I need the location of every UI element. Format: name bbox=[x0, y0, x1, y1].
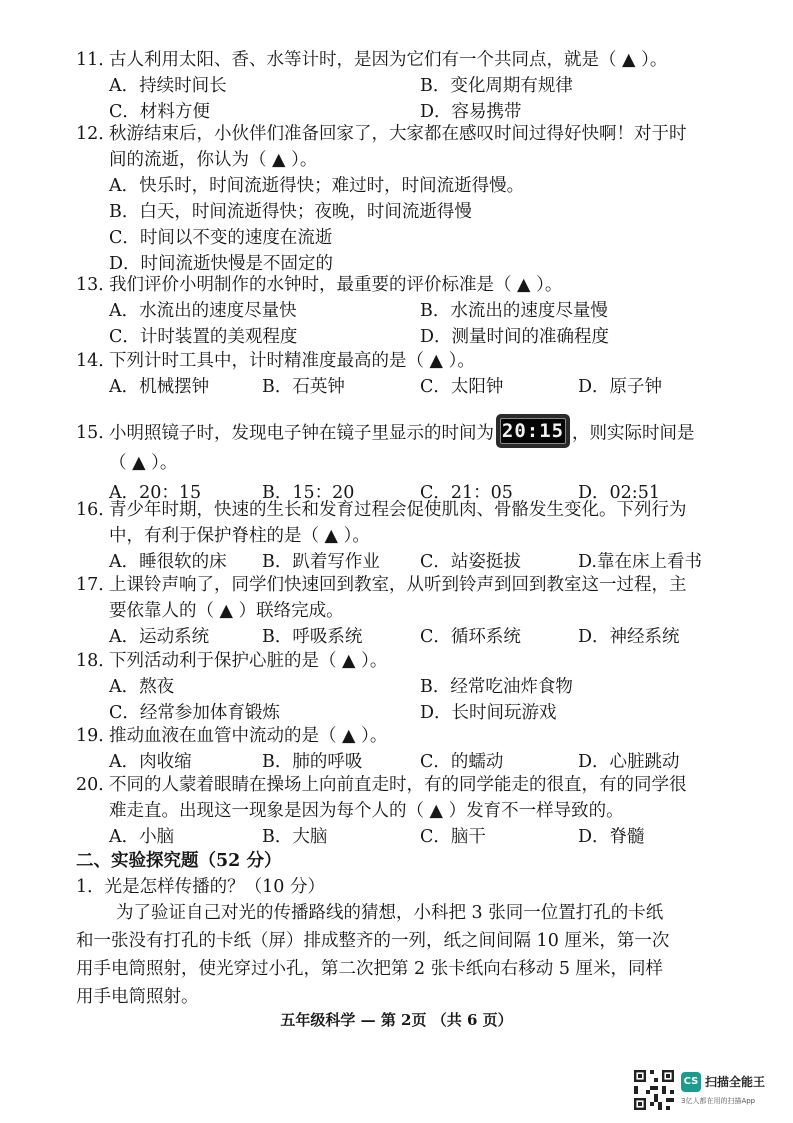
option-a: A．水流出的速度尽量快 bbox=[109, 301, 297, 321]
option-a: A．20：15 bbox=[109, 483, 202, 503]
question-stem: 推动血液在血管中流动的是（ ▲ ）。 bbox=[109, 726, 388, 746]
option-c: C．太阳钟 bbox=[420, 377, 504, 397]
question-number: 12． bbox=[76, 124, 116, 144]
paragraph-line-4: 用手电筒照射。 bbox=[76, 987, 199, 1007]
question-number: 17． bbox=[76, 575, 116, 595]
question-number: 18． bbox=[76, 651, 116, 671]
question-16 bbox=[76, 497, 716, 575]
question-20 bbox=[76, 772, 716, 850]
question-stem: 下列计时工具中，计时精准度最高的是（ ▲ ）。 bbox=[109, 351, 475, 371]
question-stem-line-1: 秋游结束后，小伙伴们准备回家了，大家都在感叹时间过得好快啊！对于时 bbox=[109, 124, 687, 144]
option-d: D．测量时间的准确程度 bbox=[420, 327, 610, 347]
question-17 bbox=[76, 572, 716, 650]
option-d: D．脊髓 bbox=[578, 827, 645, 847]
option-d: D．心脏跳动 bbox=[578, 752, 680, 772]
option-a: A．小脑 bbox=[109, 827, 175, 847]
paragraph-line-3: 用手电筒照射，使光穿过小孔，第二次把第 2 张卡纸向右移动 5 厘米，同样 bbox=[76, 959, 664, 979]
question-number: 13． bbox=[76, 275, 116, 295]
question-stem-line-1: 上课铃声响了，同学们快速回到教室，从听到铃声到回到教室这一过程，主 bbox=[109, 575, 687, 595]
question-12 bbox=[76, 121, 716, 277]
option-a: A．持续时间长 bbox=[109, 76, 227, 96]
option-b: B．15：20 bbox=[262, 483, 355, 503]
option-d: D.靠在床上看书 bbox=[578, 552, 702, 572]
experiment-question-title: 1．光是怎样传播的？（10 分） bbox=[76, 877, 325, 897]
option-c: C．材料方便 bbox=[109, 102, 210, 122]
camscanner-tagline: 3亿人都在用的扫描App bbox=[681, 1097, 756, 1105]
option-a: A．快乐时，时间流逝得快；难过时，时间流逝得慢。 bbox=[109, 176, 525, 196]
question-stem-after: ，则实际时间是 bbox=[572, 423, 695, 444]
option-b: B．大脑 bbox=[262, 827, 328, 847]
question-stem-line-2: 要依靠人的（ ▲ ）联络完成。 bbox=[109, 601, 344, 621]
experiment-paragraph bbox=[76, 899, 716, 1011]
question-stem-line-2: 难走直。出现这一现象是因为每个人的（ ▲ ）发育不一样导致的。 bbox=[109, 801, 624, 821]
option-a: A．睡很软的床 bbox=[109, 552, 227, 572]
option-a: A．机械摆钟 bbox=[109, 377, 210, 397]
option-d: D．原子钟 bbox=[578, 377, 663, 397]
question-19 bbox=[76, 723, 716, 775]
option-c: C．站姿挺拔 bbox=[420, 552, 521, 572]
question-13 bbox=[76, 272, 716, 350]
option-c: C．脑干 bbox=[420, 827, 486, 847]
option-a: A．肉收缩 bbox=[109, 752, 192, 772]
option-c: C．时间以不变的速度在流逝 bbox=[109, 228, 333, 248]
question-11 bbox=[76, 47, 716, 125]
option-d: D．时间流逝快慢是不固定的 bbox=[109, 254, 334, 274]
question-number: 15． bbox=[76, 423, 116, 443]
option-b: B．水流出的速度尽量慢 bbox=[420, 301, 608, 321]
paragraph-line-2: 和一张没有打孔的卡纸（屏）排成整齐的一列，纸之间间隔 10 厘米，第一次 bbox=[76, 931, 670, 951]
question-15 bbox=[76, 420, 716, 506]
digital-clock-image bbox=[496, 414, 570, 448]
option-b: B．肺的呼吸 bbox=[262, 752, 363, 772]
question-stem-line-2: （ ▲ ）。 bbox=[109, 453, 178, 473]
page-footer: 五年级科学 — 第 2页 （共 6 页） bbox=[280, 1011, 513, 1029]
option-c: C．经常参加体育锻炼 bbox=[109, 703, 280, 723]
question-number: 19． bbox=[76, 726, 116, 746]
option-c: C．循环系统 bbox=[420, 627, 521, 647]
camscanner-logo: CS bbox=[681, 1072, 701, 1092]
question-stem-line-1: 不同的人蒙着眼睛在操场上向前直走时，有的同学能走的很直，有的同学很 bbox=[109, 775, 687, 795]
option-a: A．运动系统 bbox=[109, 627, 210, 647]
question-stem-before: 小明照镜子时，发现电子钟在镜子里显示的时间为 bbox=[109, 423, 494, 444]
camscanner-name: 扫描全能王 bbox=[705, 1075, 766, 1089]
question-18 bbox=[76, 648, 716, 726]
question-number: 20． bbox=[76, 775, 116, 795]
question-number: 11． bbox=[76, 50, 116, 70]
option-b: B．石英钟 bbox=[262, 377, 345, 397]
paragraph-line-1: 为了验证自己对光的传播路线的猜想，小科把 3 张同一位置打孔的卡纸 bbox=[116, 903, 664, 923]
clock-display: 20:15 bbox=[501, 420, 565, 442]
option-c: C．的蠕动 bbox=[420, 752, 504, 772]
question-stem: 下列活动利于保护心脏的是（ ▲ ）。 bbox=[109, 651, 388, 671]
qr-code-icon bbox=[634, 1070, 674, 1110]
option-b: B．变化周期有规律 bbox=[420, 76, 573, 96]
question-number: 14． bbox=[76, 351, 116, 371]
option-d: D．神经系统 bbox=[578, 627, 680, 647]
question-stem: 古人利用太阳、香、水等计时，是因为它们有一个共同点，就是（ ▲ ）。 bbox=[109, 50, 668, 70]
option-b: B．白天，时间流逝得快；夜晚，时间流逝得慢 bbox=[109, 202, 472, 222]
question-stem-line-2: 间的流逝，你认为（ ▲ ）。 bbox=[109, 150, 318, 170]
question-number: 16． bbox=[76, 500, 116, 520]
question-stem: 我们评价小明制作的水钟时，最重要的评价标准是（ ▲ ）。 bbox=[109, 275, 563, 295]
option-d: D．容易携带 bbox=[420, 102, 522, 122]
option-d: D．长时间玩游戏 bbox=[420, 703, 557, 723]
option-d: D．02:51 bbox=[578, 483, 660, 503]
option-b: B．经常吃油炸食物 bbox=[420, 677, 573, 697]
question-stem-line-2: 中，有利于保护脊柱的是（ ▲ ）。 bbox=[109, 526, 370, 546]
question-14 bbox=[76, 348, 716, 400]
option-c: C．计时装置的美观程度 bbox=[109, 327, 298, 347]
option-a: A．熬夜 bbox=[109, 677, 175, 697]
option-b: B．呼吸系统 bbox=[262, 627, 363, 647]
section-heading: 二、实验探究题（52 分） bbox=[76, 851, 282, 871]
option-c: C．21：05 bbox=[420, 483, 513, 503]
question-stem-line-1: 青少年时期，快速的生长和发育过程会促使肌肉、骨骼发生变化。下列行为 bbox=[109, 500, 687, 520]
option-b: B．趴着写作业 bbox=[262, 552, 380, 572]
